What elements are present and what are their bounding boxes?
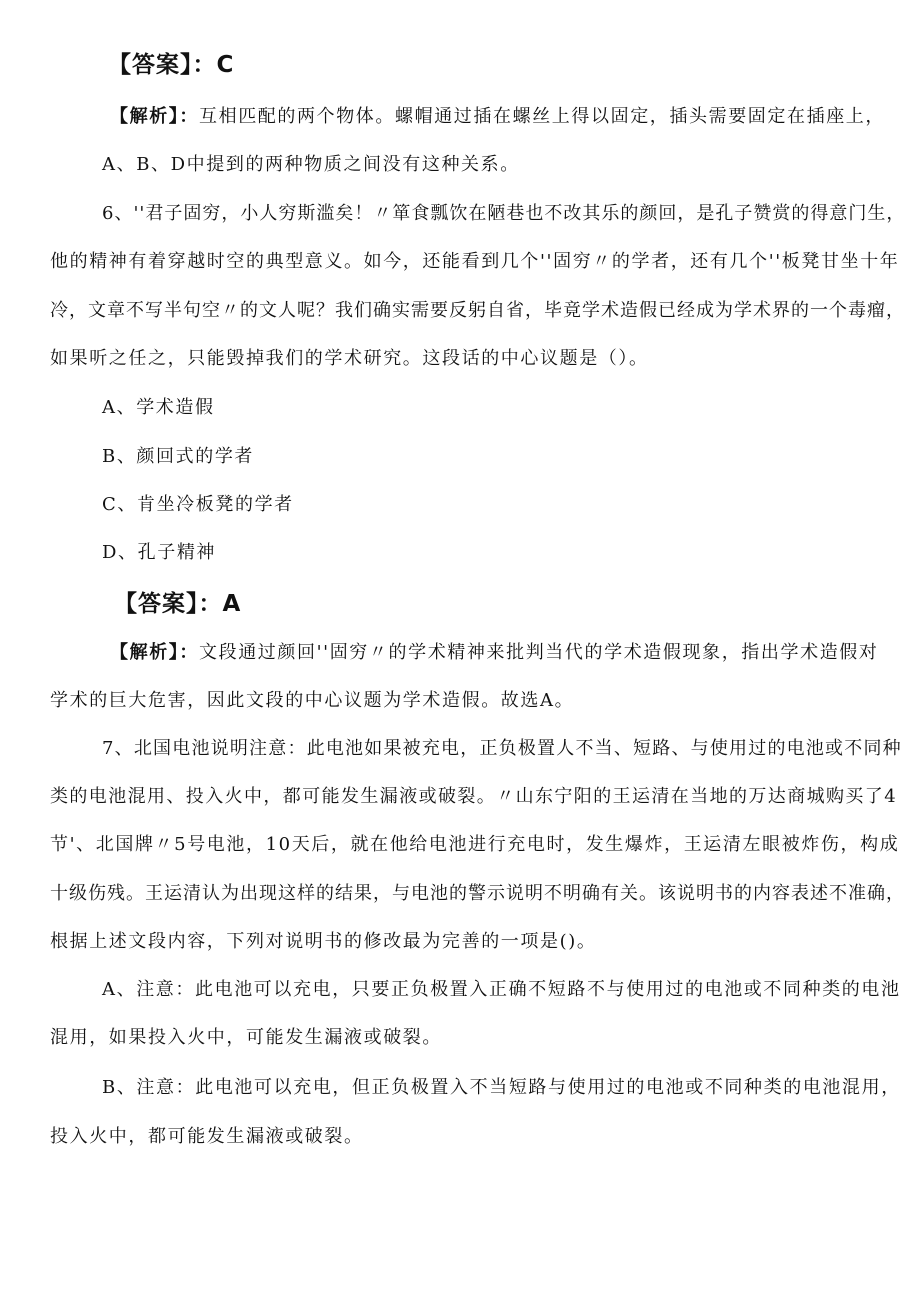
q6-option-a: A、学术造假 [102,397,215,418]
q5-analysis-label: 【解析】： [110,106,199,127]
q6-analysis-line1 [110,638,879,664]
q5-analysis-text: 互相匹配的两个物体。螺帽通过插在螺丝上得以固定，插头需要固定在插座上， [199,106,885,127]
q7-stem-line3: 节'、北国牌〃5号电池，10天后，就在他给电池进行充电时，发生爆炸，王运清左眼被炸伤，构成 [50,834,900,855]
q7-option-a-line2: 混用，如果投入火中，可能发生漏液或破裂。 [50,1027,442,1048]
q5-analysis-line2: A、B、D中提到的两种物质之间没有这种关系。 [102,154,520,175]
q7-stem-line1: 7、北国电池说明注意：此电池如果被充电，正负极置人不当、短路、与使用过的电池或不同种 [102,738,902,759]
q7-stem-line5: 根据上述文段内容，下列对说明书的修改最为完善的一项是()。 [50,931,597,952]
q6-stem-line1: 6、''君子固穷，小人穷斯滥矣！〃箪食瓢饮在陋巷也不改其乐的颜回，是孔子赞赏的得意门生， [102,203,906,224]
q6-answer: 【答案】：A [114,591,242,617]
q7-option-b-line1: B、注意：此电池可以充电，但正负极置入不当短路与使用过的电池或不同种类的电池混用， [102,1077,901,1098]
q6-analysis-label: 【解析】： [110,642,199,663]
q7-option-b-line2: 投入火中，都可能发生漏液或破裂。 [50,1126,364,1147]
q6-analysis-text: 文段通过颜回''固穷〃的学术精神来批判当代的学术造假现象，指出学术造假对 [199,642,879,663]
q6-option-d: D、孔子精神 [102,542,217,563]
q6-stem-line4: 如果听之任之，只能毁掉我们的学术研究。这段话的中心议题是（）。 [50,348,649,369]
q6-option-c: C、肯坐冷板凳的学者 [102,494,294,515]
q7-stem-line4: 十级伤残。王运清认为出现这样的结果，与电池的警示说明不明确有关。该说明书的内容表述不准确， [50,883,905,904]
q6-option-b: B、颜回式的学者 [102,446,255,467]
q6-stem-line3: 冷，文章不写半句空〃的文人呢？我们确实需要反躬自省，毕竟学术造假已经成为学术界的一个毒瘤， [50,300,905,321]
q6-stem-line2: 他的精神有着穿越时空的典型意义。如今，还能看到几个''固穷〃的学者，还有几个''板凳甘坐十年 [50,251,900,272]
q6-analysis-line2: 学术的巨大危害，因此文段的中心议题为学术造假。故选A。 [50,690,575,711]
q7-stem-line2: 类的电池混用、投入火中，都可能发生漏液或破裂。〃山东宁阳的王运清在当地的万达商城购买了4 [50,786,898,807]
q7-option-a-line1: A、注意：此电池可以充电，只要正负极置入正确不短路不与使用过的电池或不同种类的电池 [102,979,901,1000]
q5-analysis-line1 [110,102,885,128]
q5-answer: 【答案】：C [108,52,235,78]
